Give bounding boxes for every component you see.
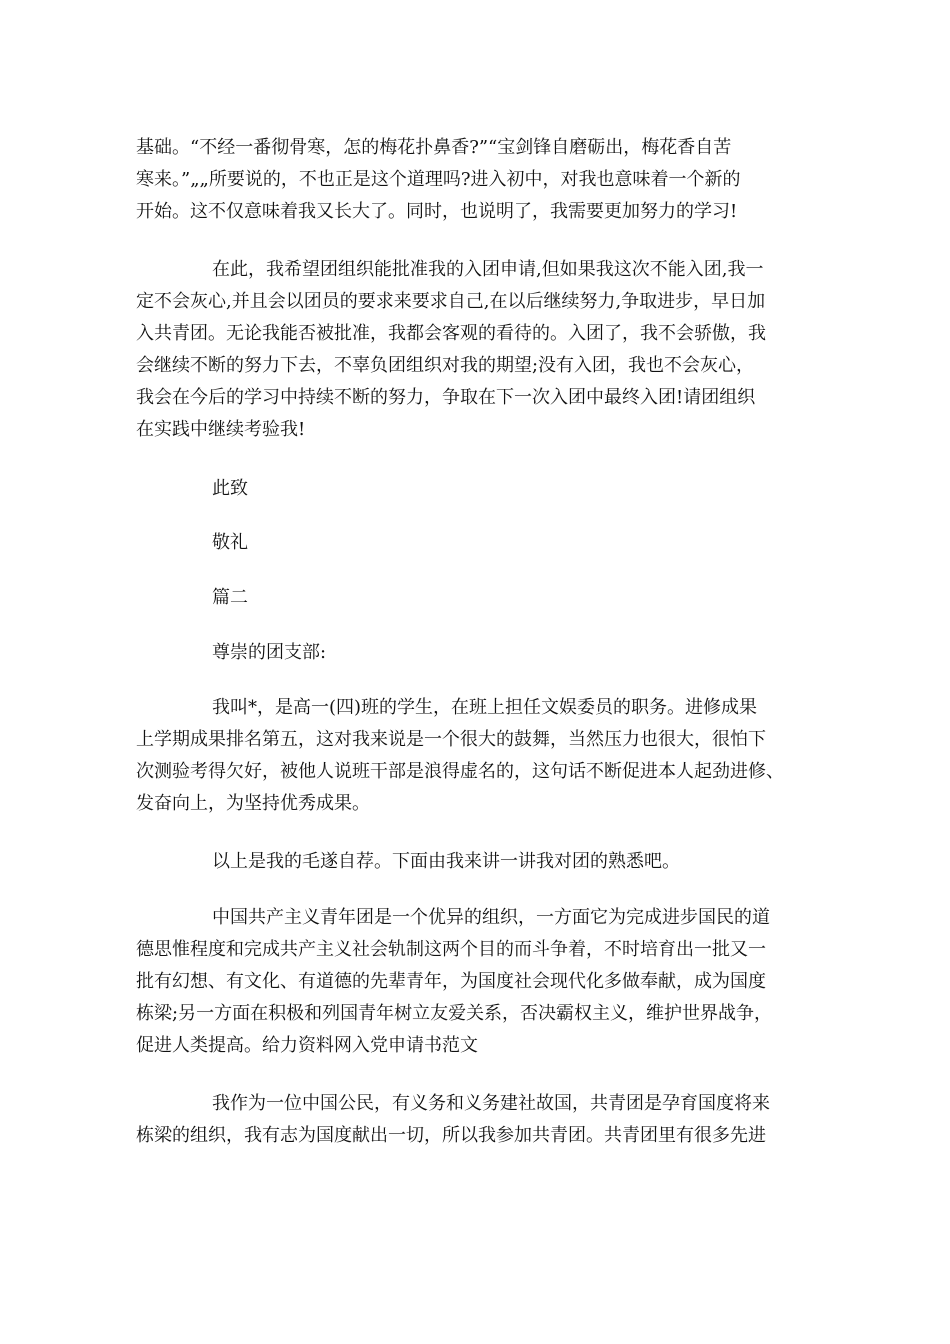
paragraph-line: 会继续不断的努力下去，不辜负团组织对我的期望;没有入团，我也不会灰心， [136, 355, 755, 376]
paragraph-line: 发奋向上，为坚持优秀成果。 [136, 793, 370, 814]
section-title: 篇二 [212, 587, 248, 608]
paragraph-line: 在实践中继续考验我! [136, 419, 306, 440]
paragraph-line: 德思惟程度和完成共产主义社会轨制这两个目的而斗争着，不时培育出一批又一 [136, 939, 766, 960]
paragraph-line: 我作为一位中国公民，有义务和义务建社故国，共青团是孕育国度将来 [212, 1093, 770, 1114]
closing-regards: 敬礼 [212, 532, 248, 553]
paragraph-line: 栋梁的组织，我有志为国度献出一切，所以我参加共青团。共青团里有很多先进 [136, 1125, 766, 1146]
paragraph-1 [136, 132, 836, 228]
paragraph-line: 栋梁;另一方面在积极和列国青年树立友爱关系，否决霸权主义，维护世界战争， [136, 1003, 773, 1024]
letter-salutation: 尊崇的团支部: [212, 642, 327, 663]
closing-salutation: 此致 [212, 478, 248, 499]
paragraph-line: 促进人类提高。给力资料网入党申请书范文 [136, 1035, 478, 1056]
paragraph-line: 批有幻想、有文化、有道德的先辈青年，为国度社会现代化多做奉献，成为国度 [136, 971, 766, 992]
paragraph-5 [136, 902, 836, 1062]
paragraph-line: 开始。这不仅意味着我又长大了。同时，也说明了，我需要更加努力的学习! [136, 201, 738, 222]
paragraph-line: 我会在今后的学习中持续不断的努力，争取在下一次入团中最终入团!请团组织 [136, 387, 756, 408]
paragraph-4: 以上是我的毛遂自荐。下面由我来讲一讲我对团的熟悉吧。 [212, 851, 680, 872]
paragraph-line: 定不会灰心,并且会以团员的要求来要求自己,在以后继续努力,争取进步，早日加 [136, 291, 766, 312]
paragraph-3 [136, 692, 836, 820]
paragraph-line: 次测验考得欠好，被他人说班干部是浪得虚名的，这句话不断促进本人起劲进修、 [136, 761, 784, 782]
paragraph-line: 我叫*，是高一(四)班的学生，在班上担任文娱委员的职务。进修成果 [212, 697, 758, 718]
paragraph-line: 在此，我希望团组织能批准我的入团申请,但如果我这次不能入团,我一 [212, 259, 764, 280]
paragraph-6 [136, 1088, 836, 1152]
paragraph-line: 入共青团。无论我能否被批准，我都会客观的看待的。入团了，我不会骄傲，我 [136, 323, 766, 344]
paragraph-line: 寒来。”„„所要说的，不也正是这个道理吗?进入初中，对我也意味着一个新的 [136, 169, 741, 190]
paragraph-2 [136, 254, 836, 446]
paragraph-line: 基础。“不经一番彻骨寒，怎的梅花扑鼻香?”“宝剑锋自磨砺出，梅花香自苦 [136, 137, 732, 158]
paragraph-line: 上学期成果排名第五，这对我来说是一个很大的鼓舞，当然压力也很大，很怕下 [136, 729, 766, 750]
paragraph-line: 中国共产主义青年团是一个优异的组织，一方面它为完成进步国民的道 [212, 907, 770, 928]
